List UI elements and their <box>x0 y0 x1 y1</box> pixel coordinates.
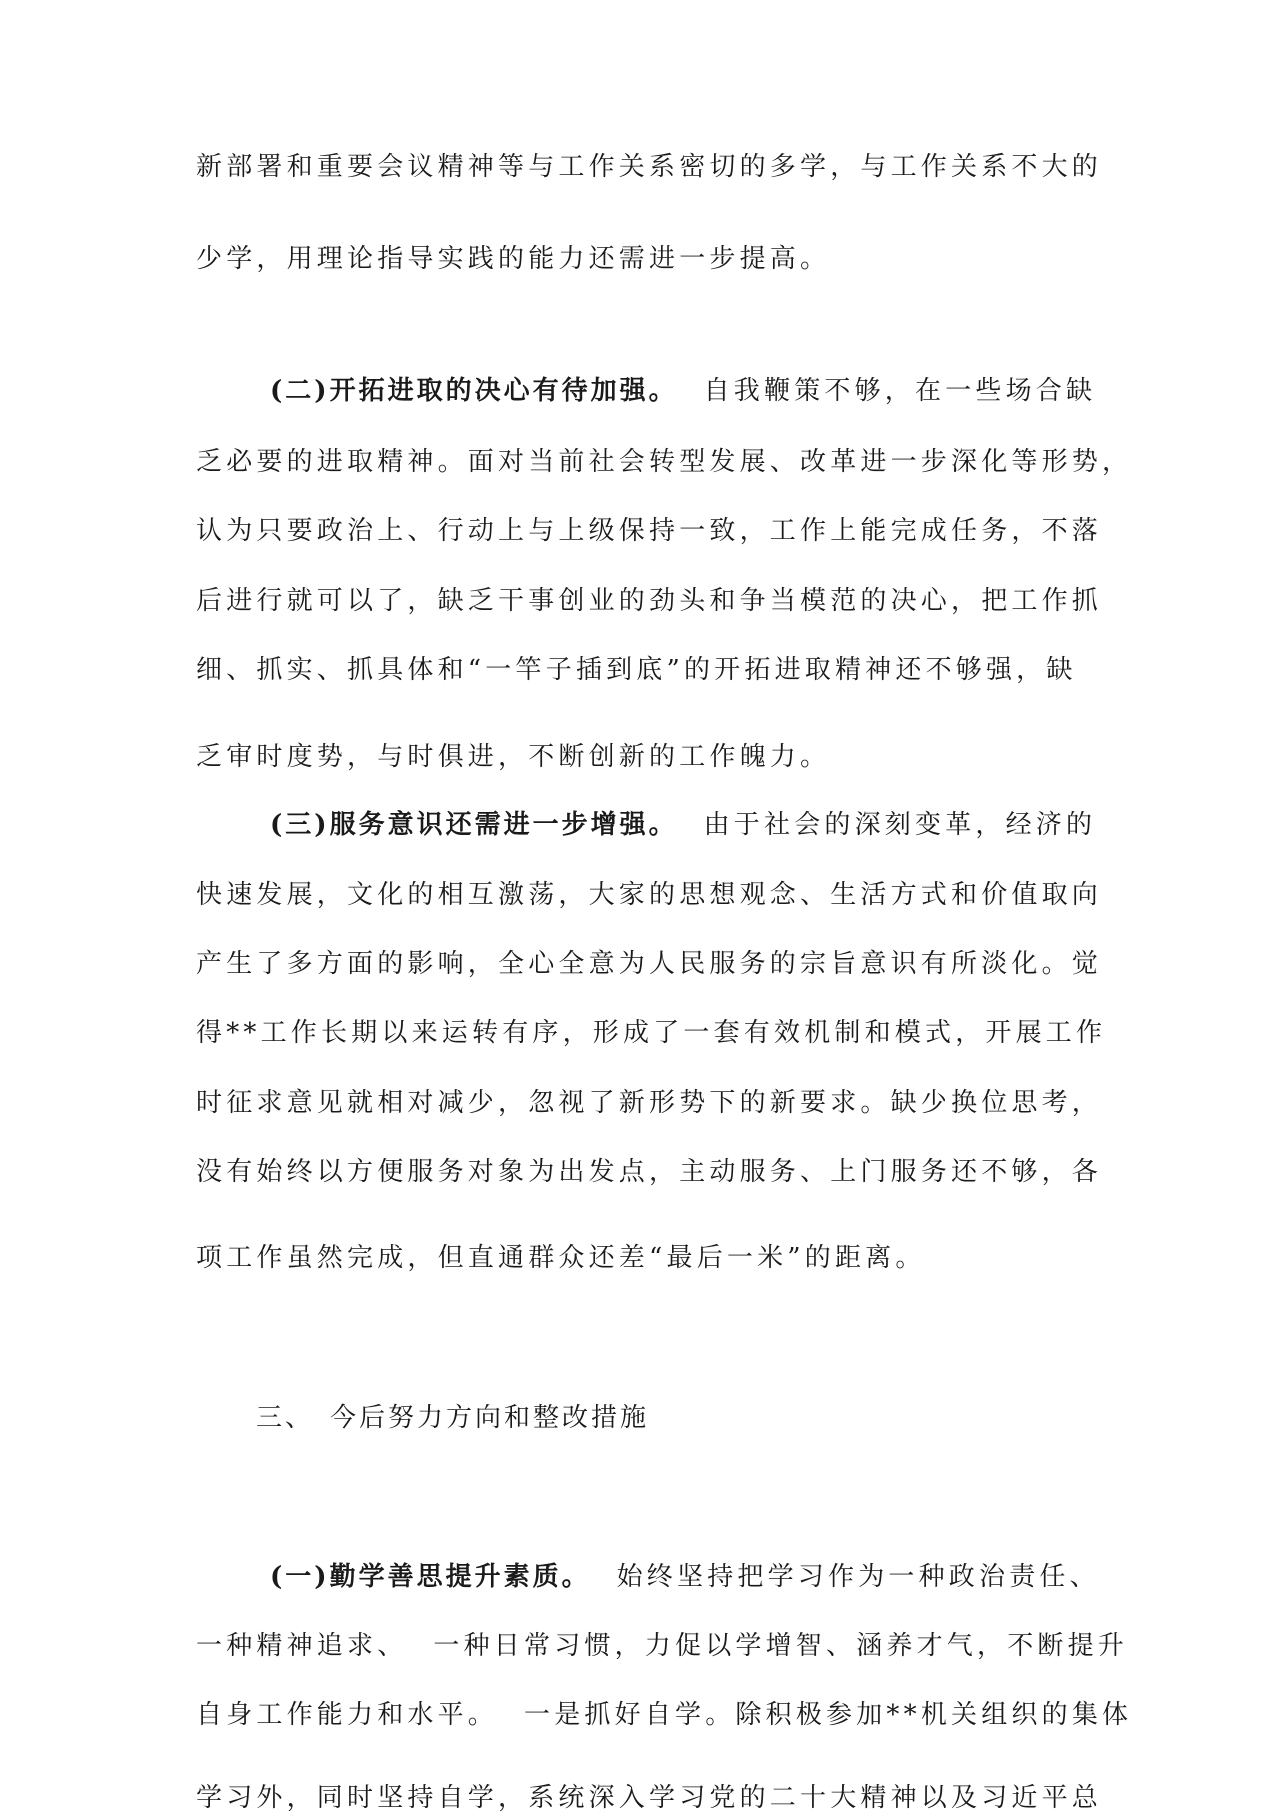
paragraph-line: 没有始终以方便服务对象为出发点，主动服务、上门服务还不够，各 <box>196 1157 1103 1187</box>
section-heading <box>256 1400 649 1436</box>
section-2-first-line-text: 自我鞭策不够，在一些场合缺 <box>703 376 1097 406</box>
paragraph-line: 时征求意见就相对减少，忽视了新形势下的新要求。缺少换位思考， <box>196 1088 1103 1118</box>
section-3-first-line-text: 由于社会的深刻变革，经济的 <box>703 810 1097 840</box>
paragraph-line: 快速发展，文化的相互激荡，大家的思想观念、生活方式和价值取向 <box>196 880 1103 910</box>
paragraph-segment: 一是抓好自学。除积极参加**机关组织的集体 <box>524 1700 1133 1730</box>
section-3-title: (三)服务意识还需进一步增强。 <box>270 810 678 840</box>
paragraph-line <box>196 1697 1132 1733</box>
section-heading-number: 三、 <box>256 1403 315 1433</box>
paragraph-segment: 一种日常习惯，力促以学增智、涵养才气，不断提升 <box>433 1631 1129 1661</box>
paragraph-line: 认为只要政治上、行动上与上级保持一致，工作上能完成任务，不落 <box>196 516 1103 546</box>
section-2-title: (二)开拓进取的决心有待加强。 <box>270 376 678 406</box>
section-3-first-line <box>270 807 1096 843</box>
paragraph-segment: 一种精神追求、 <box>196 1631 408 1661</box>
paragraph-line: 少学，用理论指导实践的能力还需进一步提高。 <box>196 244 831 274</box>
paragraph-segment: 自身工作能力和水平。 <box>196 1700 499 1730</box>
section-2-first-line <box>270 373 1096 409</box>
paragraph-line: 项工作虽然完成，但直通群众还差“最后一米”的距离。 <box>196 1243 926 1273</box>
paragraph-line: 新部署和重要会议精神等与工作关系密切的多学，与工作关系不大的 <box>196 152 1103 182</box>
section-heading-text: 今后努力方向和整改措施 <box>330 1403 650 1433</box>
paragraph-line: 乏必要的进取精神。面对当前社会转型发展、改革进一步深化等形势， <box>196 447 1133 477</box>
paragraph-line: 产生了多方面的影响，全心全意为人民服务的宗旨意识有所淡化。觉 <box>196 949 1103 979</box>
paragraph-line: 学习外，同时坚持自学，系统深入学习党的二十大精神以及习近平总 <box>196 1783 1103 1813</box>
paragraph-line: 得**工作长期以来运转有序，形成了一套有效机制和模式，开展工作 <box>196 1018 1107 1048</box>
section-1b-title: (一)勤学善思提升素质。 <box>270 1562 591 1592</box>
paragraph-line: 乏审时度势，与时俱进，不断创新的工作魄力。 <box>196 742 831 772</box>
section-1b-first-line <box>270 1559 1100 1595</box>
section-1b-first-line-text: 始终坚持把学习作为一种政治责任、 <box>616 1562 1100 1592</box>
paragraph-line: 细、抓实、抓具体和“一竿子插到底”的开拓进取精神还不够强，缺 <box>196 655 1077 685</box>
paragraph-line: 后进行就可以了，缺乏干事创业的劲头和争当模范的决心，把工作抓 <box>196 586 1103 616</box>
paragraph-line <box>196 1628 1128 1664</box>
